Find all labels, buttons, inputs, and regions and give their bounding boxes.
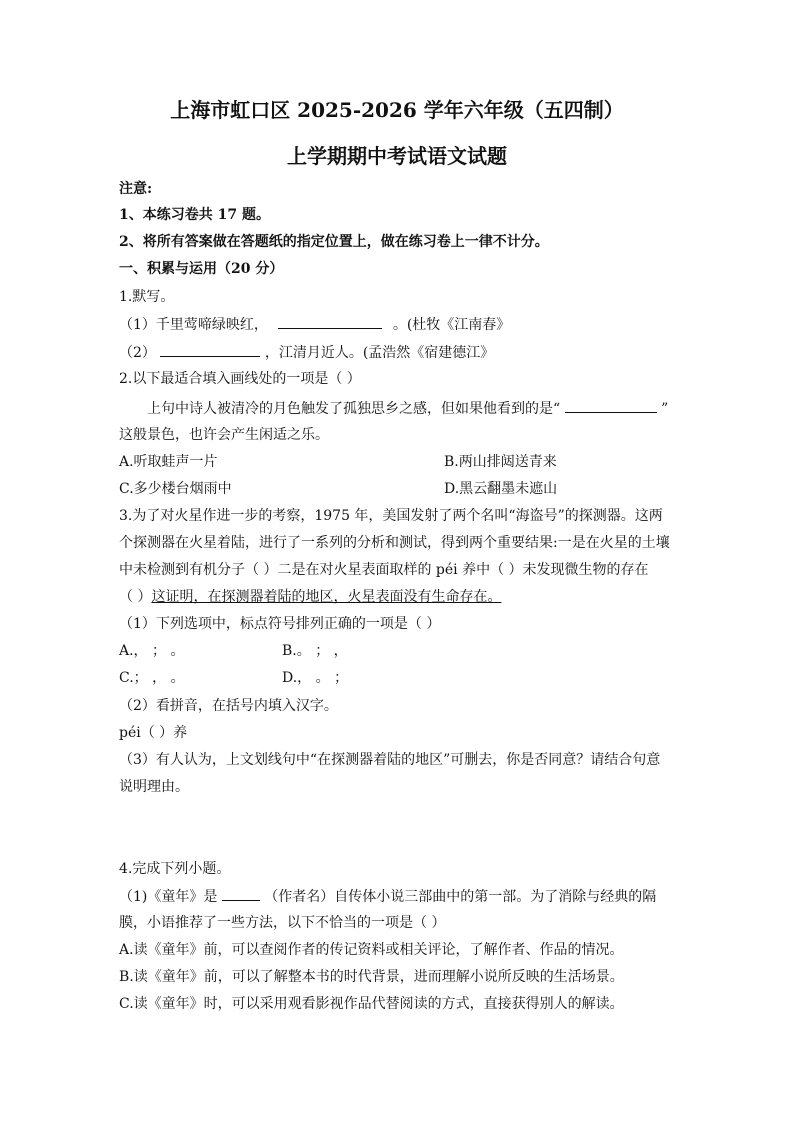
q2-option-c: C.多少楼台烟雨中 bbox=[119, 481, 232, 497]
question-1-sub1 bbox=[119, 314, 510, 335]
question-2-stem: 2.以下最适合填入画线处的一项是（ ） bbox=[119, 371, 361, 387]
q4-sub1-suffix: （作者名）自传体小说三部曲中的第一部。为了消除与经典的隔 bbox=[264, 889, 657, 905]
q1-sub1-blank bbox=[278, 314, 382, 329]
q3-option-b: B.。 ； ， bbox=[282, 643, 348, 659]
question-4-stem: 4.完成下列小题。 bbox=[119, 861, 231, 877]
q3-option-a: A.， ； 。 bbox=[119, 643, 185, 659]
q1-sub1-prefix: （1）千里莺啼绿映红， bbox=[119, 317, 268, 333]
question-1-stem: 1.默写。 bbox=[119, 289, 175, 305]
q4-option-b: B.读《童年》前，可以了解整本书的时代背景，进而理解小说所反映的生活场景。 bbox=[119, 969, 624, 985]
exam-title-line2: 上学期期中考试语文试题 bbox=[287, 144, 507, 168]
question-3-sub3-line2: 说明理由。 bbox=[119, 779, 189, 795]
exam-title-line1: 上海市虹口区 2025-2026 学年六年级（五四制） bbox=[170, 98, 624, 122]
question-1-sub2 bbox=[119, 342, 494, 363]
question-3-pinyin: péi（ ）养 bbox=[119, 725, 188, 741]
question-3-line1: 3.为了对火星作进一步的考察，1975 年，美国发射了两个名叫“海盗号”的探测器。这两 bbox=[119, 508, 663, 524]
q1-sub1-suffix: 。(杜牧《江南春》 bbox=[392, 317, 511, 333]
question-2-para-line1 bbox=[147, 398, 668, 419]
q2-option-d: D.黑云翻墨未遮山 bbox=[444, 481, 558, 497]
question-3-sub2: （2）看拼音，在括号内填入汉字。 bbox=[119, 698, 338, 714]
question-3-line4 bbox=[119, 587, 501, 607]
q2-option-b: B.两山排闼送青来 bbox=[444, 454, 557, 470]
section-heading: 一、积累与运用（20 分） bbox=[119, 261, 284, 277]
q2-option-a: A.听取蛙声一片 bbox=[119, 454, 218, 470]
question-3-line2: 个探测器在火星着陆，进行了一系列的分析和测试，得到两个重要结果:一是在火星的土壤 bbox=[119, 535, 670, 551]
q3-line4-prefix: （ ） bbox=[119, 589, 152, 605]
q1-sub2-prefix: （2） bbox=[119, 345, 156, 361]
question-2-para-line2: 这般景色，也许会产生闲适之乐。 bbox=[119, 427, 329, 443]
notice-item-1: 1、本练习卷共 17 题。 bbox=[119, 207, 270, 223]
notice-item-2: 2、将所有答案做在答题纸的指定位置上，做在练习卷上一律不计分。 bbox=[119, 234, 549, 250]
question-4-sub1-line1 bbox=[119, 886, 656, 907]
q3-underlined-sentence: 这证明，在探测器着陆的地区，火星表面没有生命存在。 bbox=[151, 589, 502, 605]
q4-sub1-blank bbox=[222, 886, 260, 901]
question-4-sub1-line2: 膜，小语推荐了一些方法，以下不恰当的一项是（ ） bbox=[119, 915, 446, 931]
q3-option-c: C.； ， 。 bbox=[119, 670, 185, 686]
question-3-line3: 中未检测到有机分子（ ）二是在对火星表面取样的 péi 养中（ ）未发现微生物的存在 bbox=[119, 562, 649, 578]
q4-sub1-prefix: （1)《童年》是 bbox=[119, 889, 218, 905]
q4-option-a: A.读《童年》前，可以查阅作者的传记资料或相关评论，了解作者、作品的情况。 bbox=[119, 942, 624, 958]
q3-option-d: D.， 。 ； bbox=[282, 670, 349, 686]
q1-sub2-suffix: ，江清月近人。(孟浩然《宿建德江》 bbox=[264, 345, 495, 361]
question-3-sub3-line1: （3）有人认为，上文划线句中“在探测器着陆的地区”可删去，你是否同意？请结合句意 bbox=[119, 752, 661, 768]
q2-para-blank bbox=[565, 398, 657, 413]
q4-option-c: C.读《童年》时，可以采用观看影视作品代替阅读的方式，直接获得别人的解读。 bbox=[119, 996, 624, 1012]
question-3-sub1: （1）下列选项中，标点符号排列正确的一项是（ ） bbox=[119, 616, 441, 632]
q2-para-prefix: 上句中诗人被清冷的月色触发了孤独思乡之感，但如果他看到的是“ bbox=[147, 401, 561, 417]
q2-para-suffix: ” bbox=[661, 401, 669, 417]
notice-label: 注意: bbox=[119, 181, 153, 197]
q1-sub2-blank bbox=[160, 342, 260, 357]
